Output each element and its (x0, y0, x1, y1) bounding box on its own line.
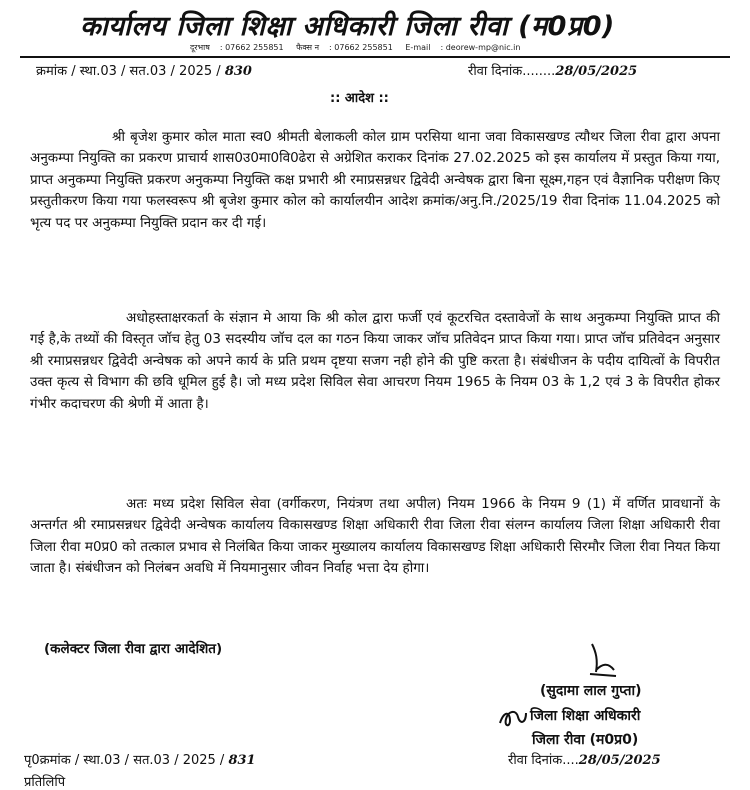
endorsement-date: रीवा दिनांक....28/05/2025 (508, 753, 661, 768)
handwritten-date: 28/05/2025 (555, 64, 638, 79)
endorsement-number (24, 750, 256, 768)
contact-line (190, 42, 530, 53)
signatory-name: (सुदामा लाल गुप्ता) (540, 683, 642, 699)
paragraph-inquiry: अधोहस्ताक्षरकर्ता के संज्ञान मे आया कि श्री कोल द्वारा फर्जी एवं कूटरचित दस्तावेजों के साथ अनुकम्पा नियुक्ति प्राप्त की गई है,के तथ्यों की विस्तृत जॉच हेतु 03 सदस्यीय जॉच दल का गठन किया जाकर जॉच प्रतिवेदन प्राप्त किया गया। प्राप्त जॉच प्रतिवेदन अनुसार श्री रमाप्रसन्नधर द्विवेदी अन्वेषक को अपने कार्य के प्रति प्रथम दृष्टया सजग नही होने की पुष्टि करता है। संबंधीजन के पदीय दायित्वों के विपरीत उक्त कृत्य से विभाग की छवि धूमिल हुई है। जो मध्य प्रदेश सिविल सेवा आचरण नियम 1965 के नियम 03 के 1,2 एवं 3 के विपरीत होकर गंभीर कदाचरण की श्रेणी में आता है। (30, 309, 720, 412)
fax-number: : 07662 255851 (329, 43, 393, 52)
reference-date: रीवा दिनांक........28/05/2025 (468, 64, 638, 79)
order-heading: :: आदेश :: (330, 91, 389, 106)
phone-number: : 07662 255851 (219, 43, 284, 52)
endorsement-prefix: पृ0क्रमांक / स्था.03 / सत.03 / 2025 / (24, 753, 225, 768)
phone-label: दूरभाष (190, 43, 210, 52)
fax-label: फैक्स न (296, 43, 320, 52)
copy-to-heading: प्रतिलिपि (24, 775, 66, 790)
initials-mark-icon (496, 705, 530, 731)
reference-number (36, 61, 252, 79)
signature-icon (582, 640, 622, 680)
header-divider (20, 56, 730, 58)
reference-prefix: क्रमांक / स्था.03 / सत.03 / 2025 / (36, 64, 221, 79)
email-address: : deorew-mp@nic.in (440, 43, 521, 52)
endorsement-handwritten-date: 28/05/2025 (578, 753, 661, 768)
paragraph-suspension: अतः मध्य प्रदेश सिविल सेवा (वर्गीकरण, नियंत्रण तथा अपील) नियम 1966 के नियम 9 (1) में वर्णित प्रावधानों के अन्तर्गत श्री रमाप्रसन्नधर द्विवेदी अन्वेषक कार्यालय विकासखण्ड शिक्षा अधिकारी रीवा जिला रीवा संलग्न कार्यालय जिला शिक्षा अधिकारी रीवा जिला रीवा म0प्र0 को तत्काल प्रभाव से निलंबित किया जाकर मुख्यालय कार्यालय विकासखण्ड शिक्षा अधिकारी सिरमौर जिला रीवा नियत किया जाता है। संबंधीजन को निलंबन अवधि में नियमानुसार जीवन निर्वाह भत्ता देय होगा। (30, 495, 720, 576)
signatory-place: जिला रीवा (म0प्र0) (532, 732, 639, 748)
reference-handwritten-number: 830 (224, 64, 252, 79)
endorsement-date-prefix: रीवा दिनांक (508, 753, 563, 768)
paragraph-appointment: श्री बृजेश कुमार कोल माता स्व0 श्रीमती बेलाकली कोल ग्राम परसिया थाना जवा विकासखण्ड त्यौथर जिला रीवा द्वारा अपना अनुकम्पा नियुक्ति का प्रकरण प्राचार्य शास0उ0मा0वि0ढेरा से अग्रेशित कराकर दिनांक 27.02.2025 को इस कार्यालय में प्रस्तुत किया गया, प्राप्त अनुकम्पा नियुक्ति प्रकरण अनुकम्पा नियुक्ति कक्ष प्रभारी श्री रमाप्रसन्नधर द्विवेदी अन्वेषक द्वारा बिना सूक्ष्म,गहन एवं वैज्ञानिक परीक्षण किए प्रस्तुतीकरण किया गया फलस्वरूप श्री बृजेश कुमार कोल को कार्यालयीन आदेश क्रमांक/अनु.नि./2025/19 रीवा दिनांक 11.04.2025 को भृत्य पद पर अनुकम्पा नियुक्ति प्रदान कर दी गई। (30, 128, 720, 231)
signatory-designation: जिला शिक्षा अधिकारी (530, 708, 641, 724)
endorsement-handwritten-number: 831 (228, 753, 256, 768)
office-title: कार्यालय जिला शिक्षा अधिकारी जिला रीवा (म0प्र0) (80, 11, 615, 42)
collector-authorization: (कलेक्टर जिला रीवा द्वारा आदेशित) (44, 641, 223, 657)
email-label: E-mail (405, 43, 431, 52)
date-prefix: रीवा दिनांक (468, 64, 523, 79)
